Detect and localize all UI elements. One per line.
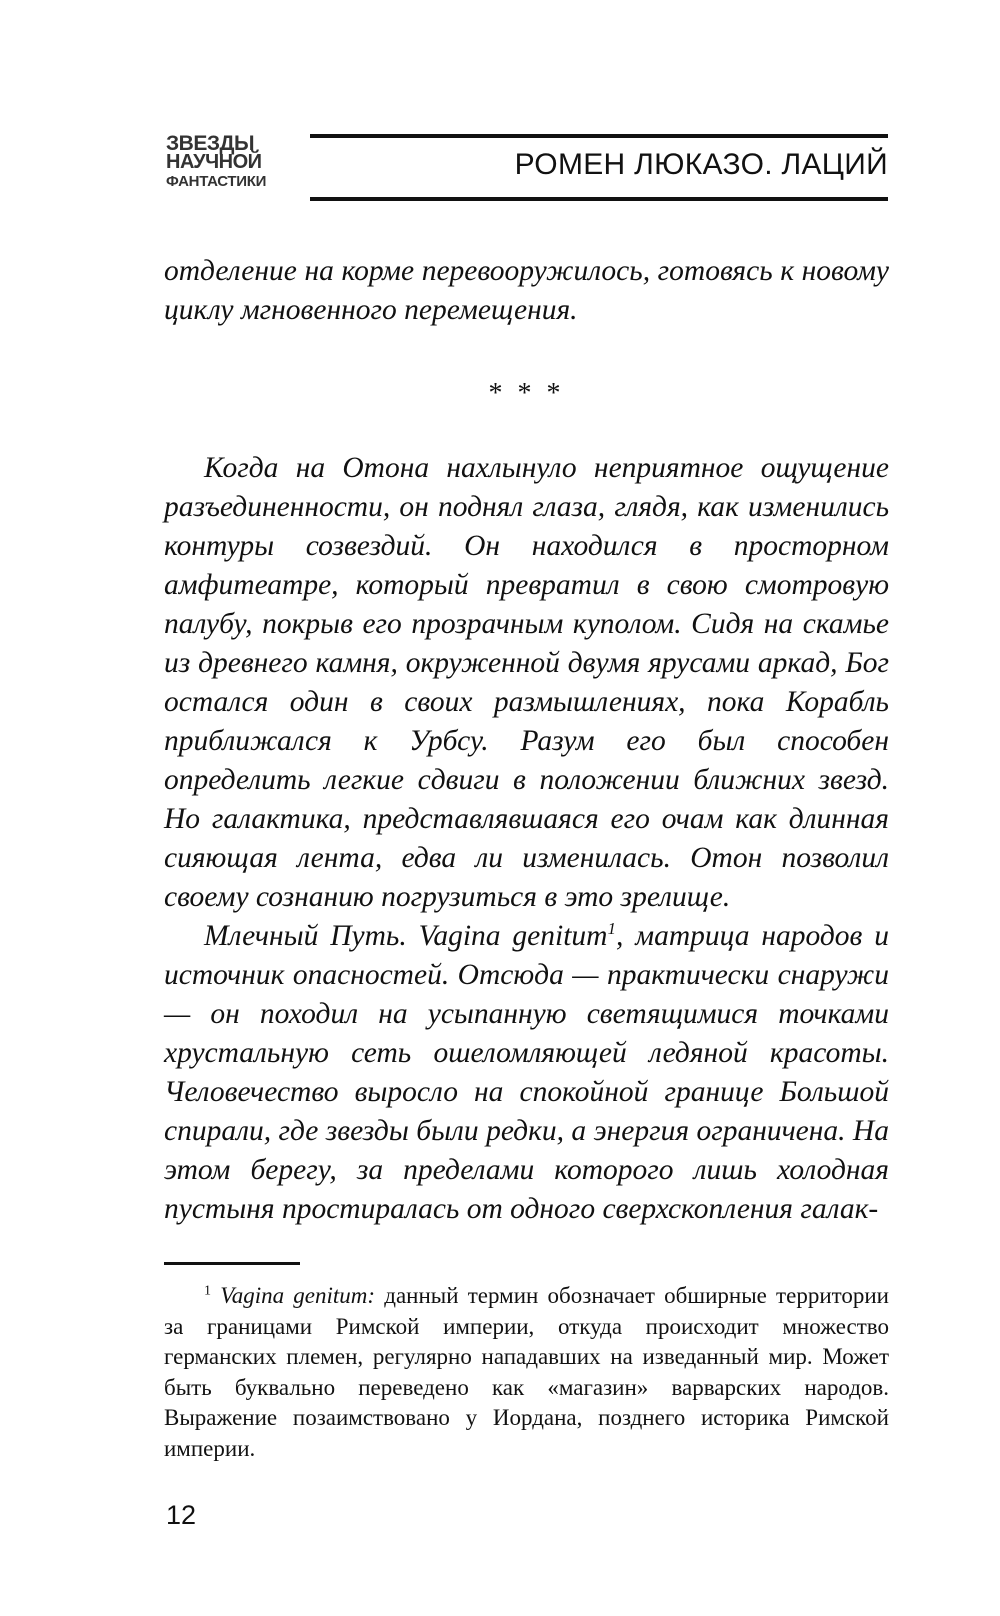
header-rule-bottom (310, 197, 888, 201)
page-number: 12 (166, 1500, 197, 1530)
lead-paragraph (164, 252, 889, 330)
paragraph-2-start: Млечный Путь. Vagina genitum (204, 920, 608, 952)
main-text (164, 449, 889, 1229)
footnote (164, 1281, 889, 1464)
footnote-rule (164, 1262, 300, 1265)
running-title: РОМЕН ЛЮКАЗО. ЛАЦИЙ (514, 148, 888, 181)
lead-text: отделение на корме перевооружилось, готовясь к новому циклу мгновенного перемещения. (164, 255, 889, 326)
section-break: * * * (488, 378, 565, 409)
footnote-text: данный термин обозначает обширные территории за границами Римской империи, откуда происходит множество германских племен, регулярно нападавших на изведанный мир. Может быть буквально переведено как «магазин» варварских народов. Выражение позаимствовано у Иордана, позднего историка Римской империи. (164, 1283, 889, 1461)
logo-line-3: ФАНТАСТИКИ (166, 173, 267, 190)
footnote-mark: 1 (204, 1283, 211, 1299)
paragraph-2 (164, 917, 889, 1229)
paragraph-2-rest: , матрица народов и источник опасностей. Отсюда — практически снаружи — он походил на усыпанную светящимися точками хрустальную сеть ошеломляющей ледяной красоты. Человечество выросло на спокойной границе Большой спирали, где звезды были редки, а энергия ограничена. На этом берегу, за пределами которого лишь холодная пустыня простиралась от одного сверхскопления галак- (164, 920, 889, 1225)
footnote-term: Vagina genitum: (220, 1283, 376, 1308)
logo-line-1: ЗВЕЗДЫ (166, 132, 255, 155)
header-rule-top (310, 134, 888, 138)
paragraph-1: Когда на Отона нахлынуло неприятное ощущение разъединенности, он поднял глаза, глядя, как изменились контуры созвездий. Он находился в просторном амфитеатре, который превратил в свою смотровую палубу, покрыв его прозрачным куполом. Сидя на скамье из древнего камня, окруженной двумя ярусами аркад, Бог остался один в своих размышлениях, пока Корабль приближался к Урбсу. Разум его был способен определить легкие сдвиги в положении ближних звезд. Но галактика, представлявшаяся его очам как длинная сияющая лента, едва ли изменилась. Отон позволил своему сознанию погрузиться в это зрелище. (164, 452, 889, 913)
footnote-reference: 1 (607, 919, 616, 939)
logo-line-2: НАУЧНОЙ (166, 151, 262, 173)
series-logo (166, 134, 274, 192)
